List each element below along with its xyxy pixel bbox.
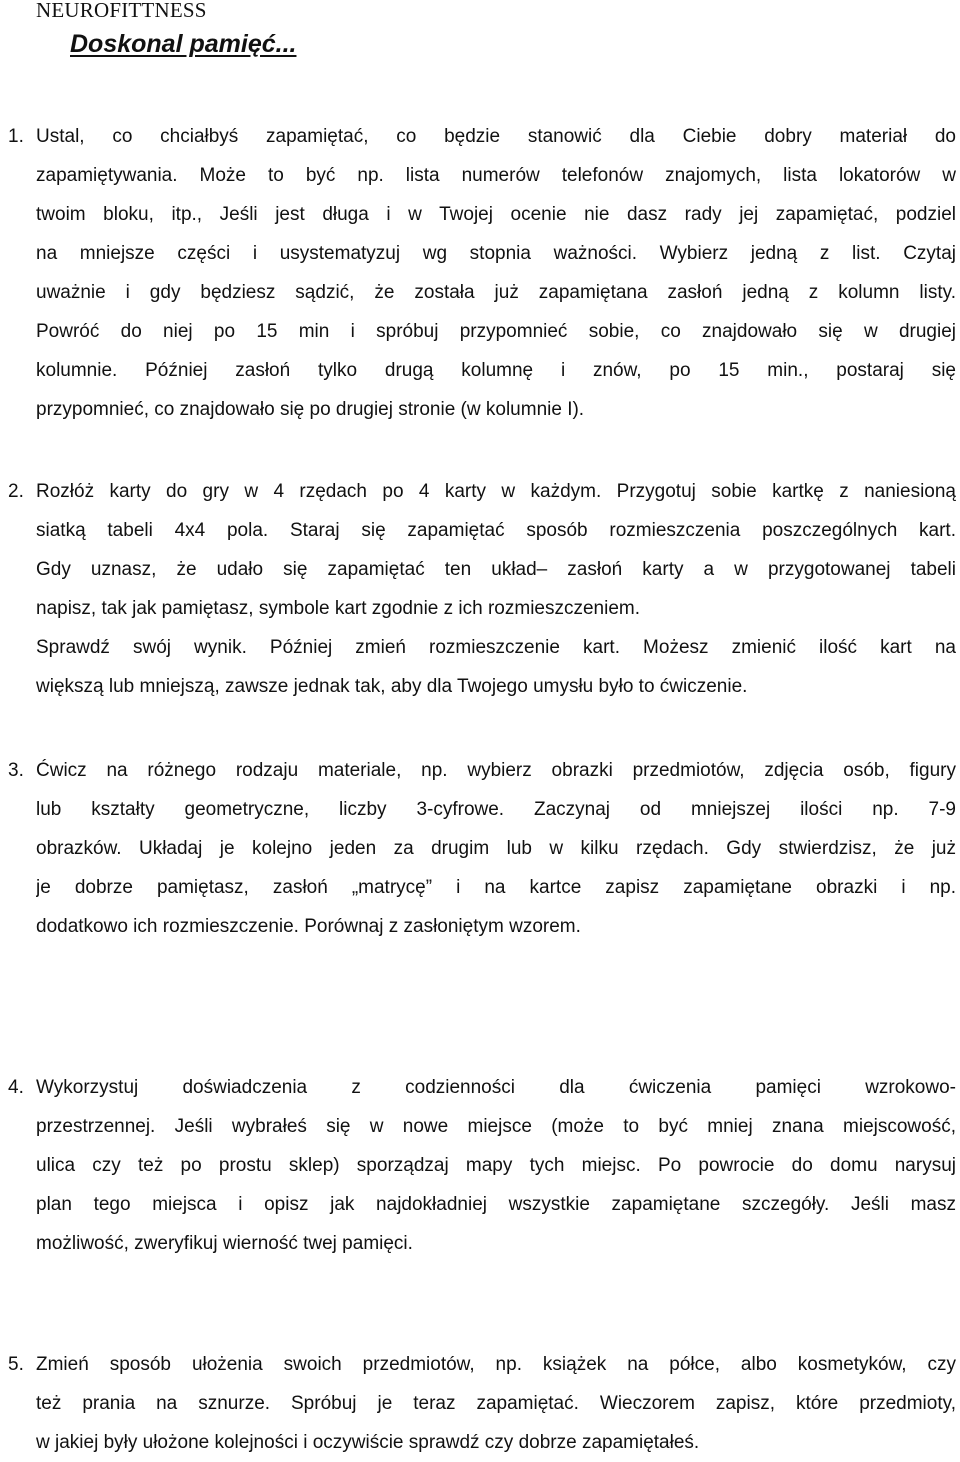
- item-number: 5.: [8, 1354, 24, 1375]
- text-line: ulica czy też po prostu sklep) sporządzaj mapy tych miejsc. Po powrocie do domu narysuj: [36, 1155, 956, 1176]
- text-line: w jakiej były ułożone kolejności i oczywiście sprawdź czy dobrze zapamiętałeś.: [36, 1432, 700, 1453]
- text-line: dodatkowo ich rozmieszczenie. Porównaj z zasłoniętym wzorem.: [36, 916, 581, 937]
- text-line: przestrzennej. Jeśli wybrałeś się w nowe miejsce (może to być mniej znana miejscowość,: [36, 1116, 956, 1137]
- text-line: większą lub mniejszą, zawsze jednak tak, aby dla Twojego umysłu było to ćwiczenie.: [36, 676, 748, 697]
- text-line: obrazków. Układaj je kolejno jeden za drugim lub w kilku rzędach. Gdy stwierdzisz, że już: [36, 838, 956, 859]
- text-line: plan tego miejsca i opisz jak najdokładniej wszystkie zapamiętane szczegóły. Jeśli masz: [36, 1194, 956, 1215]
- text-line: Powróć do niej po 15 min i spróbuj przypomnieć sobie, co znajdowało się w drugiej: [36, 321, 956, 342]
- text-line: je dobrze pamiętasz, zasłoń „matrycę” i na kartce zapisz zapamiętane obrazki i np.: [36, 877, 956, 898]
- text-line: Rozłóż karty do gry w 4 rzędach po 4 karty w każdym. Przygotuj sobie kartkę z naniesioną: [36, 481, 956, 502]
- text-line: możliwość, zweryfikuj wierność twej pamięci.: [36, 1233, 413, 1254]
- item-text: [36, 472, 956, 706]
- text-line: też prania na sznurze. Spróbuj je teraz zapamiętać. Wieczorem zapisz, które przedmioty,: [36, 1393, 956, 1414]
- text-line: Ćwicz na różnego rodzaju materiale, np. wybierz obrazki przedmiotów, zdjęcia osób, figury: [36, 760, 956, 781]
- item-text: [36, 1068, 956, 1263]
- item-number: 2.: [8, 481, 24, 502]
- item-number: 3.: [8, 760, 24, 781]
- text-line: na mniejsze części i usystematyzuj wg stopnia ważności. Wybierz jedną z list. Czytaj: [36, 243, 956, 264]
- item-number: 1.: [8, 126, 24, 147]
- item-text: [36, 751, 956, 946]
- header-label: NEUROFITTNESS: [36, 0, 207, 22]
- text-line: Wykorzystuj doświadczenia z codzienności dla ćwiczenia pamięci wzrokowo-: [36, 1077, 956, 1098]
- document-title: Doskonal pamięć...: [70, 30, 297, 58]
- text-line: Ustal, co chciałbyś zapamiętać, co będzie stanowić dla Ciebie dobry materiał do: [36, 126, 956, 147]
- text-line: lub kształty geometryczne, liczby 3-cyfrowe. Zaczynaj od mniejszej ilości np. 7-9: [36, 799, 956, 820]
- text-line: siatką tabeli 4x4 pola. Staraj się zapamiętać sposób rozmieszczenia poszczególnych kart.: [36, 520, 956, 541]
- text-line: kolumnie. Później zasłoń tylko drugą kolumnę i znów, po 15 min., postaraj się: [36, 360, 956, 381]
- text-line: Sprawdź swój wynik. Później zmień rozmieszczenie kart. Możesz zmienić ilość kart na: [36, 637, 956, 658]
- text-line: zapamiętywania. Może to być np. lista numerów telefonów znajomych, lista lokatorów w: [36, 165, 956, 186]
- item-text: [36, 1345, 956, 1462]
- text-line: Gdy uznasz, że udało się zapamiętać ten układ– zasłoń karty a w przygotowanej tabeli: [36, 559, 956, 580]
- text-line: Zmień sposób ułożenia swoich przedmiotów, np. książek na półce, albo kosmetyków, czy: [36, 1354, 956, 1375]
- item-number: 4.: [8, 1077, 24, 1098]
- item-text: [36, 117, 956, 429]
- text-line: uważnie i gdy będziesz sądzić, że została już zapamiętana zasłoń jedną z kolumn listy.: [36, 282, 956, 303]
- text-line: twoim bloku, itp., Jeśli jest długa i w Twojej ocenie nie dasz rady jej zapamiętać, podziel: [36, 204, 956, 225]
- text-line: napisz, tak jak pamiętasz, symbole kart zgodnie z ich rozmieszczeniem.: [36, 598, 641, 619]
- text-line: przypomnieć, co znajdowało się po drugiej stronie (w kolumnie I).: [36, 399, 585, 420]
